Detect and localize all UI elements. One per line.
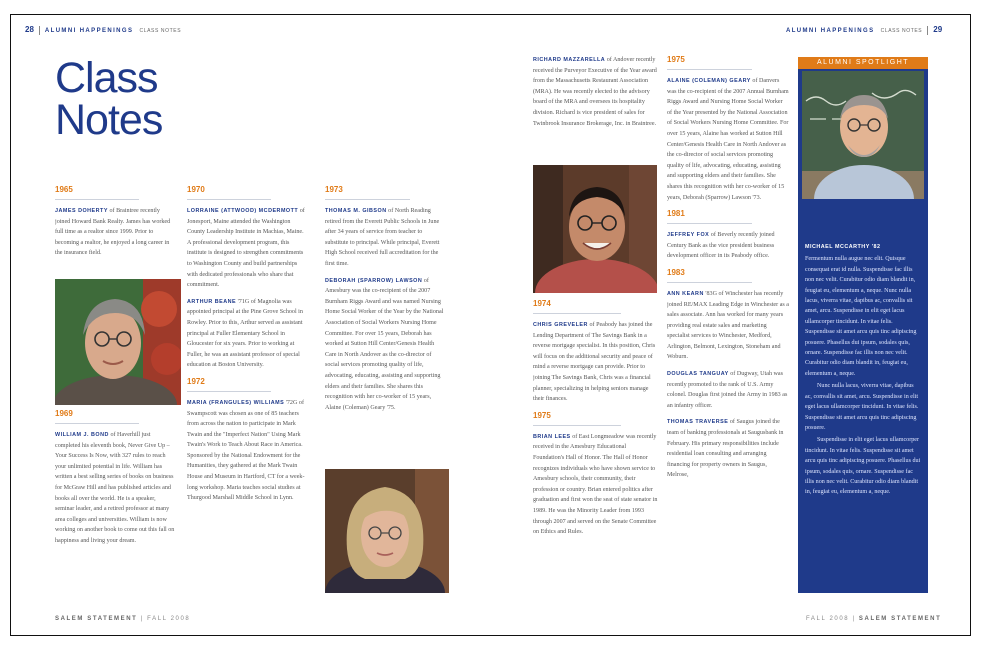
- class-note: THOMAS M. GIBSON of North Reading retired from the Everett Public Schools in June after 34 years of service from teacher to substitute to principal. While principal, Everett High School received full accreditation for the first time.: [325, 208, 440, 267]
- left-header-section: ALUMNI HAPPENINGS: [44, 28, 134, 34]
- class-note: WILLIAM J. BOND of Haverhill just completed his eleventh book, Never Give Up – Your Success Is Now, with 327 rules to reach your unlimited potential in life. William has written a best selling series of books on business for McGraw Hill and has published articles and books all over the world. He is a speaker, seminar leader, and a retired professor at many area colleges and universities. William is now working on another book to come out this fall on happiness and living your dream.: [55, 432, 175, 544]
- page-title: Class Notes: [55, 54, 163, 144]
- spotlight-photo: [802, 71, 924, 199]
- spotlight-paragraph: Nunc nulla lacus, viverra vitae, dapibus ac, convallis sit amet, arcu. Suspendisse in elit eget lacus ullamcorper tincidunt. In vitae felis. Suspendisse sit amet arcu quis tinc adipiscing posuere.: [805, 383, 919, 431]
- year-heading: 1974: [533, 299, 621, 314]
- column-3: [325, 185, 447, 465]
- year-heading: 1970: [187, 185, 271, 200]
- right-header: [786, 25, 942, 35]
- column-5: [667, 55, 789, 599]
- year-heading: 1972: [187, 377, 271, 392]
- spotlight-paragraph: Fermentum nulla augue nec elit. Quisque consequat erat id nulla. Suspendisse fac illis non nec velit. Curabitur odio diam blandit in, feugiat eu, elementum a, neque. Nunc nulla lacus, viverra vitae, dapibus ac, convallis sit amet, arcu. Suspendisse in elit eget lacus ullamcorper tincidunt. In vitae felis. Suspendisse sit amet arcu quis tinc adipiscing posuere. Phasellus dui ipsum, sodales quis, ornare. Suspendisse fac illis non nec velit. Curabitur odio diam blandit in, feugiat eu, elementum a, neque.: [805, 256, 917, 377]
- year-heading: 1969: [55, 409, 139, 424]
- left-header-subsection: CLASS NOTES: [139, 28, 182, 34]
- alumna-photo: [325, 469, 449, 593]
- class-note: MARIA (FRANGULES) WILLIAMS '72G of Swampscott was chosen as one of 85 teachers from across the nation to participate in Mark Twain and the "Imperfect Nation" Using Mark Twain's Work to Teach About Race in America. Sponsored by the National Endowment for the Humanities, they gathered at the Mark Twain House and Museum in Hartford, CT for a week-long workshop. Maria teaches social studies at Thurgood Marshall Middle School in Lynn.: [187, 399, 305, 502]
- right-footer: FALL 2008 | SALEM STATEMENT: [806, 616, 942, 622]
- right-header-subsection: CLASS NOTES: [880, 28, 923, 34]
- column-1-top: [55, 185, 175, 267]
- class-note: JAMES DOHERTY of Braintree recently joined Howard Bank Realty. James has worked full time as a realtor since 1999. Prior to becoming a realtor, he enjoyed a long career in the insurance field.: [55, 208, 171, 257]
- class-note: CHRIS GREVELER of Peabody has joined the Lending Department of The Savings Bank in a reverse mortgage specialist. In this position, Chris will focus on the additional security and peace of mind a reverse mortgage can provide. Prior to joining The Savings Bank, Chris was a financial planner, specializing in helping seniors manage their finances.: [533, 322, 656, 403]
- spotlight-text: [805, 242, 921, 500]
- magazine-spread: [10, 14, 971, 636]
- year-heading: 1981: [667, 209, 752, 224]
- column-4-bottom: [533, 299, 658, 599]
- spotlight-paragraph: Suspendisse in elit eget lacus ullamcorper tincidunt. In vitae felis. Suspendisse sit amet arcu quis tinc adipiscing posuere. Phasellus dui ipsum, sodales quis, ornare. Suspendisse fac illis non nec velit. Curabitur odio diam blandit in, feugiat eu, elementum a, neque.: [805, 437, 921, 496]
- column-4-top: [533, 55, 658, 167]
- column-2: [187, 185, 307, 599]
- right-header-section: ALUMNI HAPPENINGS: [786, 28, 875, 34]
- spotlight-band: ALUMNI SPOTLIGHT: [798, 57, 928, 69]
- year-heading: 1975: [533, 411, 621, 426]
- class-note: ANN KEARN '83G of Winchester has recently joined RE/MAX Leading Edge in Winchester as a sales associate. Ann has worked for many years providing real estate sales and marketing specialist services to Winchester, Medford, Arlington, Belmont, Lexington, Stoneham and Woburn.: [667, 290, 789, 361]
- year-heading: 1983: [667, 268, 752, 283]
- class-note: THOMAS TRAVERSE of Saugus joined the team of banking professionals at Saugusbank in February. His primary responsibilities include residential loan consulting and arranging financing for property owners in Saugus, Melrose,: [667, 419, 784, 479]
- class-note: BRIAN LEES of East Longmeadow was recently received in the Amesbury Educational Foundation's Hall of Honor. The Hall of Honor recognizes individuals who have shown service to Amesbury schools, their community, their profession or country. Brian entered politics after graduation and first won the seat of state senator in 1989. He was the Minority Leader from 1993 through 2007 and served on the Senate Committee on Ethics and Rules.: [533, 433, 658, 536]
- alumnus-photo: [533, 165, 657, 293]
- left-page-number: 28: [25, 25, 34, 34]
- year-heading: 1965: [55, 185, 139, 200]
- class-note: DEBORAH (SPARROW) LAWSON of Amesbury was the co-recipient of the 2007 Burnham Riggs Award and was named Nursing Home Social Worker of the Year by the National Association of Social Workers Nursing Home Committee. For over 15 years, Deborah has worked at Sutton Hill Center/Genesis Health Care in North Andover as the co-director of social services promoting quality of life, advocating, educating, assisting and supporting elders and their families. She shares this recognition with her co-worker of 15 years, Alaine (Coleman) Geary '75.: [325, 277, 444, 411]
- class-note: RICHARD MAZZARELLA of Andover recently received the Purveyor Executive of the Year award from the Massachusetts Restaurant Association (MRA). He was recently elected to the advisory board of the MRA and oversees its hospitality division. Richard is vice president of sales for Twinbrook Insurance Brokerage, Inc. in Braintree.: [533, 57, 657, 127]
- spotlight-name: MICHAEL MCCARTHY '82: [805, 244, 881, 250]
- year-heading: 1973: [325, 185, 410, 200]
- left-header: [25, 25, 181, 35]
- class-note: ALAINE (COLEMAN) GEARY of Danvers was the co-recipient of the 2007 Annual Burnham Riggs Award and Nursing Home Social Worker of the Year presented by the National Association of Social Workers Nursing Home Committee. For over 15 years, Alaine has worked at Sutton Hill Center/Genesis Health Care in North Andover as the co-director of social services promoting quality of life, advocating, educating, assisting and supporting elders and their families. She shares this recognition with her co-worker of 15 years, Deborah (Sparrow) Lawson '73.: [667, 78, 789, 201]
- left-footer: SALEM STATEMENT | FALL 2008: [55, 616, 191, 622]
- column-1-bottom: [55, 409, 175, 599]
- class-note: LORRAINE (ATTWOOD) MCDERMOTT of Jonesport, Maine attended the Washington County Leadership Institute in Machias, Maine. A professional development program, this institute is designed to strengthen commitments to Washington County and build partnerships with dedicated professionals who share that commitment.: [187, 208, 305, 289]
- alumni-spotlight: [798, 57, 928, 593]
- year-heading: 1975: [667, 55, 752, 70]
- alumnus-photo: [55, 279, 181, 405]
- class-note: DOUGLAS TANGUAY of Dugway, Utah was recently promoted to the rank of U.S. Army colonel. Douglas first joined the Army in 1983 as an infantry officer.: [667, 371, 788, 409]
- class-note: JEFFREY FOX of Beverly recently joined Century Bank as the vice president business development officer in its Peabody office.: [667, 232, 775, 260]
- class-note: ARTHUR BEANE '71G of Magnolia was appointed principal at the Pine Grove School in Rowley. Prior to this, Arthur served as assistant principal at Fuller Elementary School in Gloucester for six years. Prior to working at Fuller, he was an assistant professor of special education at Boston University.: [187, 298, 303, 369]
- right-page-number: 29: [933, 25, 943, 34]
